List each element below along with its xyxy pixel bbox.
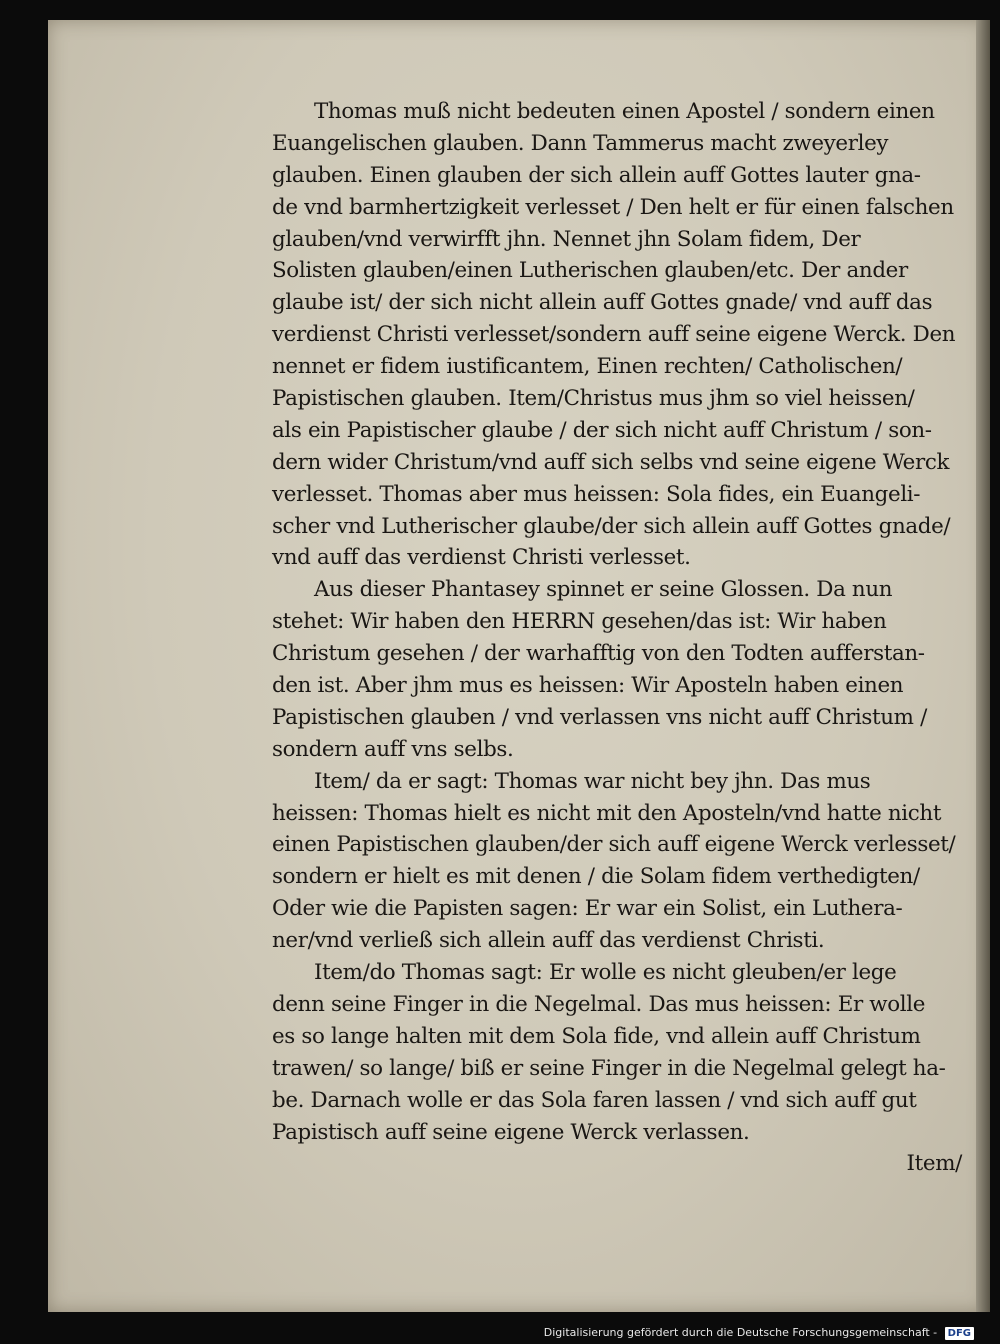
catchword: Item/ bbox=[906, 1151, 962, 1177]
text-line: Christum gesehen / der warhafftig von den Todten aufferstan- bbox=[272, 641, 925, 667]
paragraph-3 bbox=[272, 766, 962, 957]
text-line: als ein Papistischer glaube / der sich nicht auff Christum / son- bbox=[272, 417, 932, 443]
text-line: Thomas muß nicht bedeuten einen Apostel / sondern einen bbox=[314, 99, 935, 124]
text-line: scher vnd Lutherischer glaube/der sich allein auff Gottes gnade/ bbox=[272, 513, 951, 539]
text-line: Euangelischen glauben. Dann Tammerus macht zweyerley bbox=[272, 130, 889, 156]
footer-bar bbox=[0, 1322, 1000, 1344]
text-line: denn seine Finger in die Negelmal. Das mus heissen: Er wolle bbox=[272, 991, 926, 1017]
text-line: dern wider Christum/vnd auff sich selbs vnd seine eigene Werck bbox=[272, 449, 950, 475]
text-line: einen Papistischen glauben/der sich auff eigene Werck verlesset/ bbox=[272, 832, 956, 858]
text-line: Oder wie die Papisten sagen: Er war ein Solist, ein Luthera- bbox=[272, 896, 903, 922]
catchword-row bbox=[272, 1148, 962, 1180]
paragraph-2 bbox=[272, 574, 962, 765]
text-line: glauben. Einen glauben der sich allein auff Gottes lauter gna- bbox=[272, 162, 921, 188]
text-line: ner/vnd verließ sich allein auff das verdienst Christi. bbox=[272, 928, 825, 954]
footer-credit bbox=[544, 1326, 974, 1340]
text-line: heissen: Thomas hielt es nicht mit den Aposteln/vnd hatte nicht bbox=[272, 800, 942, 826]
text-line: verdienst Christi verlesset/sondern auff seine eigene Werck. Den bbox=[272, 322, 956, 348]
text-line: Item/ da er sagt: Thomas war nicht bey jhn. Das mus bbox=[314, 768, 871, 794]
page-edge bbox=[976, 20, 990, 1312]
text-line: Item/do Thomas sagt: Er wolle es nicht gleuben/er lege bbox=[314, 960, 897, 986]
text-line: den ist. Aber jhm mus es heissen: Wir Aposteln haben einen bbox=[272, 673, 904, 699]
text-line: es so lange halten mit dem Sola fide, vnd allein auff Christum bbox=[272, 1023, 921, 1049]
text-line: Papistischen glauben / vnd verlassen vns nicht auff Christum / bbox=[272, 704, 927, 730]
text-line: be. Darnach wolle er das Sola faren lassen / vnd sich auff gut bbox=[272, 1087, 917, 1113]
text-line: sondern er hielt es mit denen / die Solam fidem verthedigten/ bbox=[272, 864, 920, 890]
text-line: Aus dieser Phantasey spinnet er seine Glossen. Da nun bbox=[314, 577, 893, 603]
paragraph-4 bbox=[272, 957, 962, 1148]
text-line: Solisten glauben/einen Lutherischen glauben/etc. Der ander bbox=[272, 258, 908, 284]
text-line: vnd auff das verdienst Christi verlesset. bbox=[272, 545, 691, 571]
text-line: glaube ist/ der sich nicht allein auff Gottes gnade/ vnd auff das bbox=[272, 290, 933, 316]
text-line: Papistisch auff seine eigene Werck verlassen. bbox=[272, 1119, 750, 1145]
text-line: verlesset. Thomas aber mus heissen: Sola fides, ein Euangeli- bbox=[272, 481, 921, 507]
dfg-logo: DFG bbox=[945, 1327, 974, 1340]
text-line: glauben/vnd verwirfft jhn. Nennet jhn Solam fidem, Der bbox=[272, 226, 861, 252]
page-text bbox=[272, 96, 962, 1180]
text-line: de vnd barmhertzigkeit verlesset / Den helt er für einen falschen bbox=[272, 194, 954, 220]
text-line: trawen/ so lange/ biß er seine Finger in die Negelmal gelegt ha- bbox=[272, 1055, 946, 1081]
footer-text: Digitalisierung gefördert durch die Deutsche Forschungsgemeinschaft - bbox=[543, 1326, 938, 1339]
paragraph-1 bbox=[272, 96, 962, 574]
text-line: sondern auff vns selbs. bbox=[272, 736, 514, 762]
text-line: Papistischen glauben. Item/Christus mus jhm so viel heissen/ bbox=[272, 386, 915, 412]
text-line: stehet: Wir haben den HERRN gesehen/das ist: Wir haben bbox=[272, 609, 887, 635]
text-line: nennet er fidem iustificantem, Einen rechten/ Catholischen/ bbox=[272, 354, 903, 380]
